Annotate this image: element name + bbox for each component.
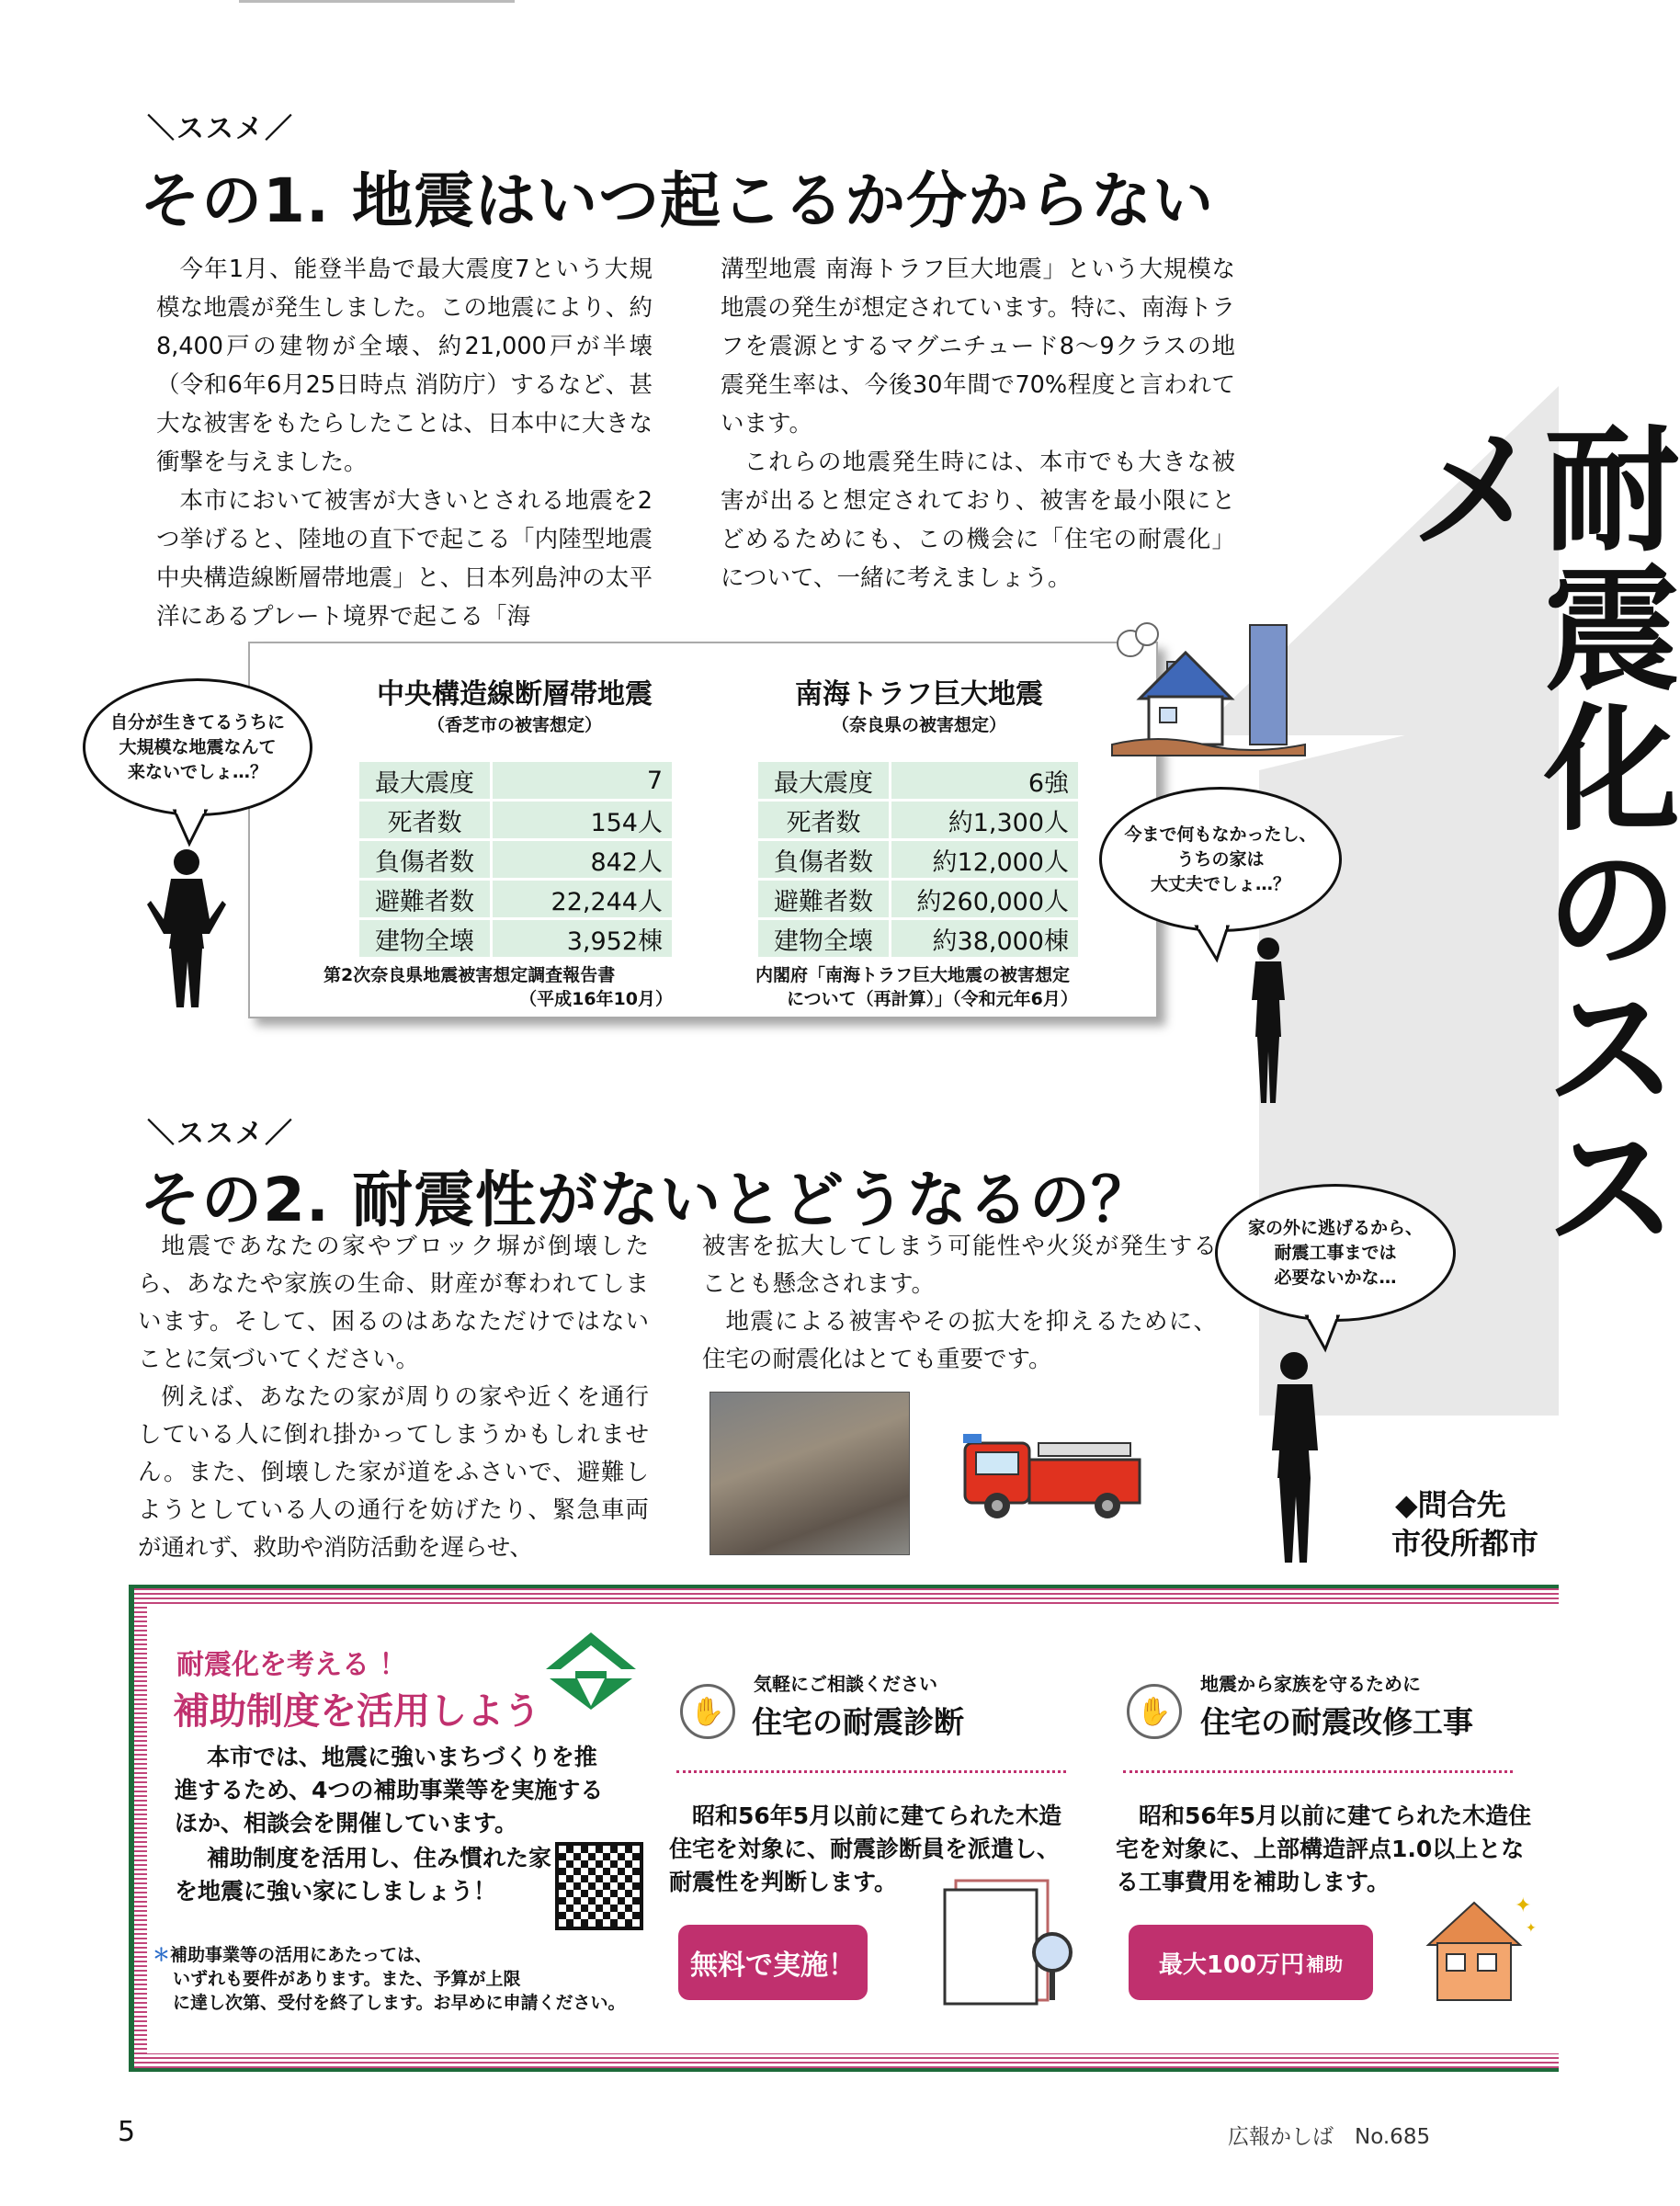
divider — [676, 1770, 1066, 1773]
bubble-line: 自分が生きてるうちに — [109, 711, 285, 733]
paragraph: 溝型地震 南海トラフ巨大地震」という大規模な地震の発生が想定されています。特に、南海トラフを震源とするマグニチュード8～9クラスの地震発生率は、今後30年間で70%程度と言われています。 — [721, 256, 1235, 438]
publication-name: 広報かしば No.685 — [1228, 2125, 1431, 2149]
bubble-line: うちの家は — [1176, 848, 1265, 870]
bubble-tail — [173, 809, 210, 846]
row-label: 建物全壊 — [359, 920, 490, 957]
person-silhouette-left — [145, 846, 228, 1011]
retrofit-small: 地震から家族を守るために — [1200, 1673, 1421, 1695]
quake-source-2 — [755, 963, 1141, 1011]
bubble-tail — [1305, 1314, 1342, 1351]
person-silhouette-right — [1241, 936, 1296, 1107]
subsidy-note — [153, 1943, 625, 2015]
city-emblem-icon — [540, 1629, 641, 1711]
susume-label-2: ＼ススメ／ — [147, 1118, 294, 1150]
person-silhouette-lower — [1265, 1349, 1329, 1566]
table-row — [359, 802, 672, 838]
speech-bubble-left — [83, 678, 312, 816]
row-label: 最大震度 — [758, 762, 889, 799]
diagnosis-small: 気軽にご相談ください — [754, 1673, 937, 1695]
divider — [1123, 1770, 1513, 1773]
subsidy-body-1: 本市では、地震に強いまちづくりを推進するため、4つの補助事業等を実施するほか、相談会を開催しています。 — [175, 1744, 604, 1836]
bubble-tail — [1195, 925, 1232, 961]
bubble-line: 耐震工事までは — [1274, 1242, 1397, 1263]
row-label: 死者数 — [359, 802, 490, 838]
button-suffix: 補助 — [1306, 1952, 1344, 1975]
paragraph: これらの地震発生時には、本市でも大きな被害が出ると想定されており、被害を最小限にとどめるためにも、この機会に「住宅の耐震化」について、一緒に考えましょう。 — [721, 449, 1235, 592]
paragraph: 例えば、あなたの家が周りの家や近くを通行している人に倒れ掛かってしまうかもしれません。また、倒壊した家が道をふさいで、避難しようとしている人の通行を妨げたり、緊急車両が通れず、救助や消防活動を遅らせ、 — [138, 1383, 649, 1562]
row-value: 3,952棟 — [493, 920, 672, 957]
table-row — [758, 920, 1078, 957]
hand-icon: ✋ — [1127, 1684, 1182, 1739]
row-label: 建物全壊 — [758, 920, 889, 957]
quake-table-2 — [755, 759, 1081, 960]
bubble-line: 来ないでしょ…？ — [127, 761, 267, 782]
top-rule — [239, 0, 515, 3]
row-value: 約38,000棟 — [891, 920, 1078, 957]
table-row — [758, 762, 1078, 799]
paragraph: 被害を拡大してしまう可能性や火災が発生することも懸念されます。 — [702, 1233, 1217, 1298]
bubble-line: 家の外に逃げるから、 — [1247, 1217, 1423, 1238]
row-label: 避難者数 — [758, 881, 889, 917]
quake-table-1 — [357, 759, 675, 960]
damaged-house-illustration — [1103, 616, 1314, 763]
speech-bubble-right — [1099, 787, 1342, 932]
row-value: 22,244人 — [493, 881, 672, 917]
subsidy-kicker: 耐震化を考える ！ — [176, 1649, 407, 1681]
section1-heading: その1. 地震はいつ起こるか分からない — [140, 165, 1214, 236]
quake-title: 中央構造線断層帯地震 — [377, 678, 653, 711]
note-mark: ＊ — [153, 1945, 171, 1965]
note-line: 補助事業等の活用にあたっては、 — [170, 1945, 433, 1965]
quake-card-2 — [735, 671, 1103, 736]
fire-truck-illustration — [956, 1416, 1149, 1526]
section2-col1 — [138, 1228, 649, 1567]
contact-label: ◆問合先 — [1395, 1487, 1506, 1522]
vertical-title: 耐震化のススメ — [1386, 418, 1680, 1257]
quake-source-1 — [324, 963, 700, 1011]
table-row — [359, 881, 672, 917]
source-line: 第2次奈良県地震被害想定調査報告書 — [324, 965, 616, 985]
retrofit-subsidy-button[interactable] — [1129, 1925, 1373, 2000]
paragraph: 地震による被害やその拡大を抑えるために、住宅の耐震化はとても重要です。 — [702, 1308, 1217, 1373]
retrofit-title: 住宅の耐震改修工事 — [1200, 1704, 1473, 1740]
row-value: 842人 — [493, 841, 672, 878]
table-row — [758, 802, 1078, 838]
note-line: いずれも要件があります。また、予算が上限 — [173, 1969, 521, 1989]
contact-value: 市役所都市 — [1391, 1526, 1539, 1561]
table-row — [359, 762, 672, 799]
svg-text:✦: ✦ — [1526, 1921, 1537, 1936]
row-value: 7 — [493, 762, 672, 799]
button-amount: 最大100万円 — [1158, 1950, 1305, 1979]
bubble-line: 大規模な地震なんて — [119, 736, 277, 757]
row-label: 負傷者数 — [359, 841, 490, 878]
speech-bubble-lower — [1215, 1184, 1456, 1322]
subsidy-body-2: 補助制度を活用し、住み慣れた家を地震に強い家にしましょう！ — [175, 1845, 552, 1905]
page-number: 5 — [118, 2116, 136, 2148]
table-row — [359, 841, 672, 878]
qr-code[interactable] — [555, 1842, 643, 1930]
paragraph: 本市において被害が大きいとされる地震を2つ挙げると、陸地の直下で起こる「内陸型地震 中央構造線断層帯地震」と、日本列島沖の太平洋にあるプレート境界で起こる「海 — [156, 487, 653, 631]
row-value: 6強 — [891, 762, 1078, 799]
row-value: 約260,000人 — [891, 881, 1078, 917]
table-row — [758, 881, 1078, 917]
susume-label-1: ＼ススメ／ — [147, 113, 294, 145]
source-line: （平成16年10月） — [519, 989, 673, 1009]
section1-col1 — [156, 250, 653, 636]
row-value: 約12,000人 — [891, 841, 1078, 878]
house-illustration-icon — [1419, 1890, 1538, 2009]
bubble-line: 大丈夫でしょ…？ — [1150, 873, 1290, 894]
source-line: について（再計算）」（令和元年6月） — [787, 989, 1078, 1009]
bubble-line: 必要ないかな… — [1274, 1267, 1397, 1288]
quake-subtitle: （奈良県の被害想定） — [831, 715, 1006, 735]
row-label: 死者数 — [758, 802, 889, 838]
hand-icon: ✋ — [680, 1684, 735, 1739]
row-label: 負傷者数 — [758, 841, 889, 878]
table-row — [359, 920, 672, 957]
quake-card-1 — [331, 671, 698, 736]
section2-heading: その2. 耐震性がないとどうなるの？ — [140, 1165, 1152, 1235]
section1-col2 — [721, 250, 1235, 597]
bubble-line: 今まで何もなかったし、 — [1124, 824, 1317, 845]
quake-subtitle: （香芝市の被害想定） — [426, 715, 602, 735]
section2-col2 — [702, 1228, 1217, 1379]
row-label: 最大震度 — [359, 762, 490, 799]
paragraph: 今年1月、能登半島で最大震度7という大規模な地震が発生しました。この地震により、約8,400戸の建物が全壊、約21,000戸が半壊（令和6年6月25日時点 消防庁）するなど、甚大な被害をもたらしたことは、日本中に大きな衝撃を与えました。 — [156, 256, 653, 476]
source-line: 内閣府「南海トラフ巨大地震の被害想定 — [755, 965, 1071, 985]
document-magnifier-icon — [937, 1871, 1084, 2009]
note-line: に達し次第、受付を終了します。お早めに申請ください。 — [173, 1993, 626, 2013]
row-value: 154人 — [493, 802, 672, 838]
row-label: 避難者数 — [359, 881, 490, 917]
table-row — [758, 841, 1078, 878]
diagnosis-body: 昭和56年5月以前に建てられた木造住宅を対象に、耐震診断員を派遣し、耐震性を判断します。 — [669, 1802, 1062, 1895]
collapsed-house-photo — [709, 1392, 910, 1555]
row-value: 約1,300人 — [891, 802, 1078, 838]
diagnosis-title: 住宅の耐震診断 — [752, 1704, 964, 1740]
quake-title: 南海トラフ巨大地震 — [795, 678, 1043, 711]
retrofit-body: 昭和56年5月以前に建てられた木造住宅を対象に、上部構造評点1.0以上となる工事費用を補助します。 — [1116, 1802, 1532, 1895]
svg-text:✦: ✦ — [1515, 1894, 1532, 1917]
subsidy-title: 補助制度を活用しよう — [173, 1690, 540, 1733]
paragraph: 地震であなたの家やブロック塀が倒壊したら、あなたや家族の生命、財産が奪われてしまいます。そして、困るのはあなただけではないことに気づいてください。 — [138, 1233, 649, 1373]
free-diagnosis-button[interactable]: 無料で実施！ — [678, 1925, 868, 2000]
